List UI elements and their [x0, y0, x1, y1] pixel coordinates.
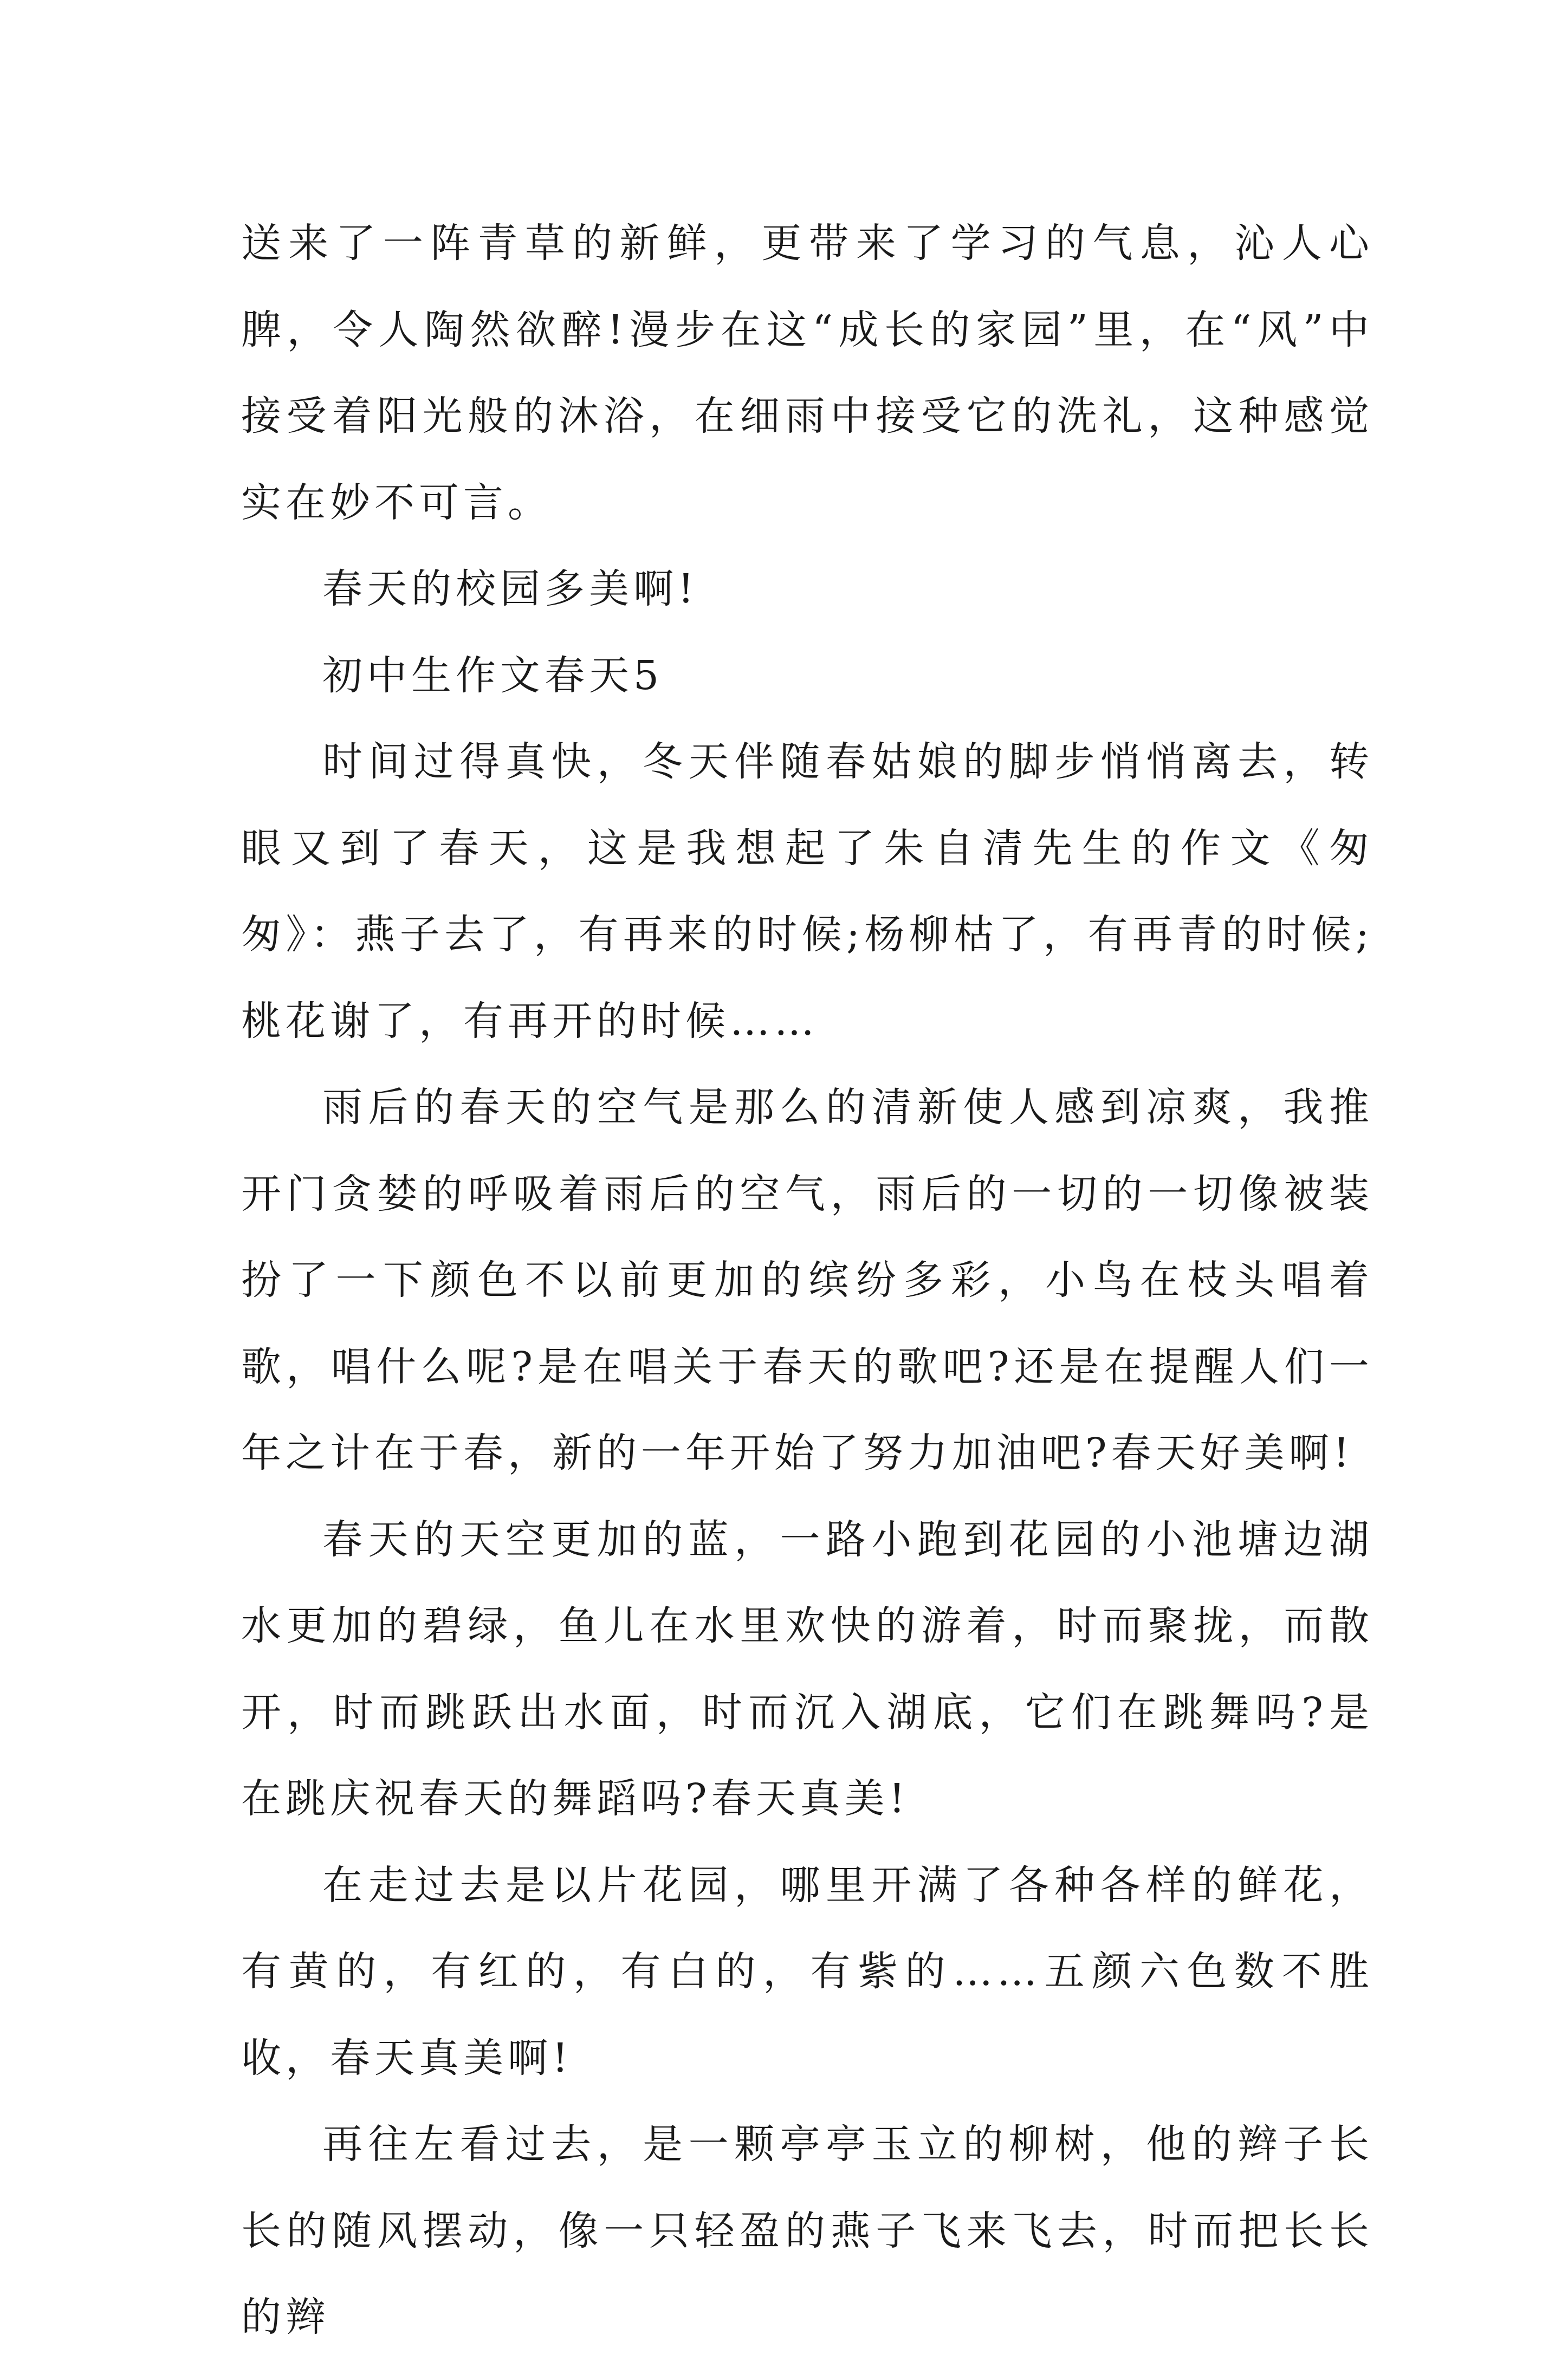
paragraph: 时间过得真快，冬天伴随春姑娘的脚步悄悄离去，转眼又到了春天，这是我想起了朱自清先生的作文《匆匆》：燕子去了，有再来的时候;杨柳枯了，有再青的时候;桃花谢了，有再开的时候…… — [241, 738, 1373, 1045]
paragraph: 春天的校园多美啊! — [322, 566, 698, 612]
section-heading: 初中生作文春天5 — [322, 652, 664, 699]
paragraph: 春天的天空更加的蓝，一路小跑到花园的小池塘边湖水更加的碧绿，鱼儿在水里欢快的游着，时而聚拢，而散开，时而跳跃出水面，时而沉入湖底，它们在跳舞吗?是在跳庆祝春天的舞蹈吗?春天真美! — [241, 1516, 1373, 1822]
paragraph: 雨后的春天的空气是那么的清新使人感到凉爽，我推开门贪婪的呼吸着雨后的空气，雨后的一切的一切像被装扮了一下颜色不以前更加的缤纷多彩，小鸟在枝头唱着歌，唱什么呢?是在唱关于春天的歌吧?还是在提醒人们一年之计在于春，新的一年开始了努力加油吧?春天好美啊! — [241, 1084, 1373, 1476]
paragraph: 在走过去是以片花园，哪里开满了各种各样的鲜花，有黄的，有红的，有白的，有紫的……五颜六色数不胜收，春天真美啊! — [241, 1861, 1373, 2081]
paragraph: 再往左看过去，是一颗亭亭玉立的柳树，他的辫子长长的随风摆动，像一只轻盈的燕子飞来飞去，时而把长长的辫 — [241, 2121, 1373, 2340]
paragraph: 送来了一阵青草的新鲜，更带来了学习的气息，沁人心脾，令人陶然欲醉!漫步在这“成长的家园”里，在“风”中接受着阳光般的沐浴，在细雨中接受它的洗礼，这种感觉实在妙不可言。 — [241, 220, 1373, 526]
document-body — [241, 200, 1373, 2361]
